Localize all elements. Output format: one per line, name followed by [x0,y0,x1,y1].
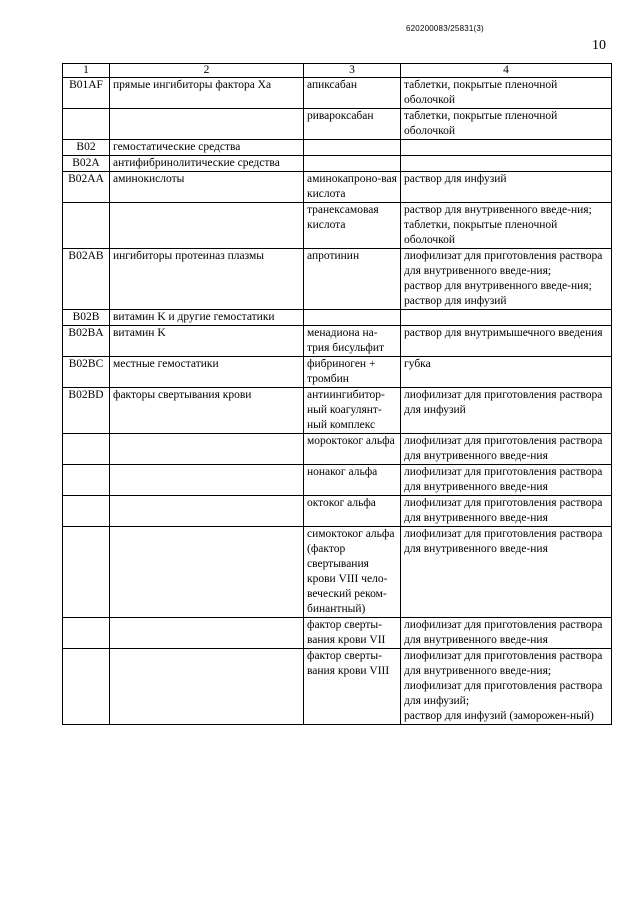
atc-code-cell [63,618,110,649]
group-name-cell: аминокислоты [110,172,304,203]
dosage-form-cell: лиофилизат для приготовления раствора для внутривенного введе-ния [401,496,612,527]
dosage-form-cell [401,310,612,326]
table-row [63,249,612,310]
atc-code-cell [63,496,110,527]
drug-name-cell: фактор сверты-вания крови VIII [304,649,401,725]
group-name-cell [110,465,304,496]
table-row [63,434,612,465]
group-name-cell [110,496,304,527]
table-row [63,109,612,140]
table-row [63,156,612,172]
group-name-cell: витамин K [110,326,304,357]
atc-code-cell [63,465,110,496]
table-row [63,357,612,388]
drug-table [62,63,612,725]
atc-code-cell: B02B [63,310,110,326]
table-body [63,78,612,725]
drug-name-cell: апротинин [304,249,401,310]
group-name-cell: антифибринолитические средства [110,156,304,172]
drug-name-cell [304,156,401,172]
dosage-form-cell [401,156,612,172]
group-name-cell [110,649,304,725]
atc-code-cell [63,203,110,249]
drug-name-cell: симоктоког альфа (фактор свертывания крови VIII чело-веческий реком-бинантный) [304,527,401,618]
drug-name-cell: антиингибитор-ный коагулянт-ный комплекс [304,388,401,434]
group-name-cell [110,109,304,140]
table-row [63,203,612,249]
drug-name-cell: ривароксабан [304,109,401,140]
table-row [63,527,612,618]
atc-code-cell: B02 [63,140,110,156]
group-name-cell [110,527,304,618]
atc-code-cell: B01AF [63,78,110,109]
atc-code-cell: B02BD [63,388,110,434]
dosage-form-cell: раствор для инфузий [401,172,612,203]
dosage-form-cell: лиофилизат для приготовления раствора для внутривенного введе-ния; раствор для внутривенного введе-ния; раствор для инфузий [401,249,612,310]
dosage-form-cell: лиофилизат для приготовления раствора для внутривенного введе-ния [401,618,612,649]
column-header: 1 [63,64,110,78]
drug-name-cell: фибриноген + тромбин [304,357,401,388]
group-name-cell: витамин K и другие гемостатики [110,310,304,326]
group-name-cell: прямые ингибиторы фактора Xa [110,78,304,109]
drug-name-cell [304,140,401,156]
dosage-form-cell: таблетки, покрытые пленочной оболочкой [401,109,612,140]
dosage-form-cell: раствор для внутривенного введе-ния; таблетки, покрытые пленочной оболочкой [401,203,612,249]
dosage-form-cell: раствор для внутримышечного введения [401,326,612,357]
group-name-cell: местные гемостатики [110,357,304,388]
document-id: 620200083/25831(3) [406,24,484,33]
group-name-cell [110,203,304,249]
drug-name-cell: апиксабан [304,78,401,109]
atc-code-cell: B02AA [63,172,110,203]
header-row [63,64,612,78]
table-row [63,326,612,357]
column-header: 3 [304,64,401,78]
table-row [63,649,612,725]
group-name-cell: гемостатические средства [110,140,304,156]
atc-code-cell: B02A [63,156,110,172]
dosage-form-cell [401,140,612,156]
group-name-cell [110,618,304,649]
group-name-cell: факторы свертывания крови [110,388,304,434]
table-row [63,310,612,326]
dosage-form-cell: лиофилизат для приготовления раствора для инфузий [401,388,612,434]
drug-name-cell: транексамовая кислота [304,203,401,249]
column-header: 2 [110,64,304,78]
dosage-form-cell: лиофилизат для приготовления раствора для внутривенного введе-ния; лиофилизат для приготовления раствора для инфузий; раствор для инфузий (заморожен-ный) [401,649,612,725]
dosage-form-cell: губка [401,357,612,388]
drug-name-cell: менадиона на-трия бисульфит [304,326,401,357]
dosage-form-cell: лиофилизат для приготовления раствора для внутривенного введе-ния [401,434,612,465]
drug-name-cell: нонаког альфа [304,465,401,496]
table-row [63,140,612,156]
atc-code-cell [63,527,110,618]
dosage-form-cell: лиофилизат для приготовления раствора для внутривенного введе-ния [401,465,612,496]
table-row [63,465,612,496]
atc-code-cell [63,434,110,465]
table-row [63,496,612,527]
table-row [63,172,612,203]
table-row [63,388,612,434]
column-header: 4 [401,64,612,78]
table-row [63,78,612,109]
dosage-form-cell: лиофилизат для приготовления раствора для внутривенного введе-ния [401,527,612,618]
atc-code-cell [63,109,110,140]
drug-name-cell: октоког альфа [304,496,401,527]
drug-name-cell [304,310,401,326]
group-name-cell [110,434,304,465]
table-row [63,618,612,649]
page-number: 10 [592,38,606,53]
atc-code-cell: B02AB [63,249,110,310]
atc-code-cell: B02BA [63,326,110,357]
atc-code-cell: B02BC [63,357,110,388]
drug-name-cell: фактор сверты-вания крови VII [304,618,401,649]
drug-name-cell: аминокапроно-вая кислота [304,172,401,203]
atc-code-cell [63,649,110,725]
group-name-cell: ингибиторы протеиназ плазмы [110,249,304,310]
dosage-form-cell: таблетки, покрытые пленочной оболочкой [401,78,612,109]
drug-name-cell: мороктоког альфа [304,434,401,465]
